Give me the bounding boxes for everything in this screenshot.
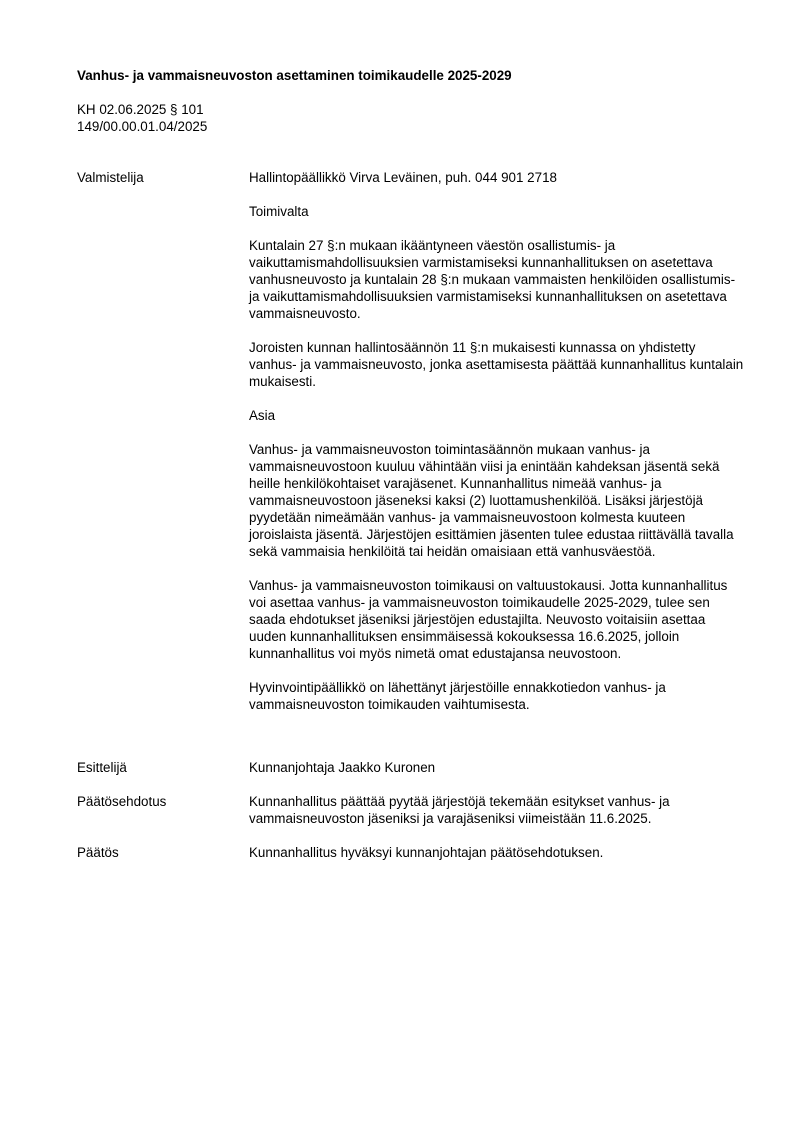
paragraph: Hyvinvointipäällikkö on lähettänyt järjestöille ennakkotiedon vanhus- ja vammaisneuvoston toimikauden vaihtumisesta. [249,680,666,712]
meeting-reference: KH 02.06.2025 § 101 [77,102,204,117]
section-label: Esittelijä [77,760,127,775]
paragraph: Kunnanhallitus hyväksyi kunnanjohtajan päätösehdotuksen. [249,845,604,860]
preparer-line: Hallintopäällikkö Virva Leväinen, puh. 044 901 2718 [249,170,557,185]
subheading-toimivalta: Toimivalta [249,204,309,219]
section-label: Päätös [77,845,119,860]
paragraph: Kunnanjohtaja Jaakko Kuronen [249,760,436,775]
section-content [249,169,744,713]
subheading-asia: Asia [249,408,276,423]
section-content [249,759,744,776]
paragraph: Vanhus- ja vammaisneuvoston toimikausi on valtuustokausi. Jotta kunnanhallitus voi asettaa vanhus- ja vammaisneuvoston toimikaudelle 2025-2029, tulee sen saada ehdotukset jäseniksi järjestöjen edustajilta. Neuvosto voitaisiin asettaa uuden kunnanhallituksen ensimmäisessä kokouksessa 16.6.2025, jolloin kunnanhallitus voi myös nimetä omat edustajansa neuvostoon. [249,578,728,661]
paragraph: Joroisten kunnan hallintosäännön 11 §:n mukaisesti kunnassa on yhdistetty vanhus- ja vammaisneuvosto, jonka asettamisesta päättää kunnanhallitus kuntalain mukaisesti. [249,340,744,389]
section-label: Valmistelija [77,170,144,185]
paragraph: Kunnanhallitus päättää pyytää järjestöjä tekemään esitykset vanhus- ja vammaisneuvoston jäseniksi ja varajäseniksi viimeistään 11.6.2025. [249,794,670,826]
document-title: Vanhus- ja vammaisneuvoston asettaminen toimikaudelle 2025-2029 [77,68,512,83]
paragraph: Vanhus- ja vammaisneuvoston toimintasäännön mukaan vanhus- ja vammaisneuvostoon kuuluu vähintään viisi ja enintään kahdeksan jäsentä sekä heille henkilökohtaiset varajäsenet. Kunnanhallitus nimeää vanhus- ja vammaisneuvostoon jäseneksi kaksi (2) luottamushenkilöä. Lisäksi järjestöjä pyydetään nimeämään vanhus- ja vammaisneuvostoon kolmesta kuuteen joroislaista jäsentä. Järjestöjen esittämien jäsenten tulee edustaa riittävällä tavalla sekä vammaisia henkilöitä tai heidän omaisiaan että vanhusväestöä. [249,442,734,559]
section-content [249,844,744,861]
paragraph: Kuntalain 27 §:n mukaan ikääntyneen väestön osallistumis- ja vaikuttamismahdollisuuksien varmistamiseksi kunnanhallituksen on asetettava vanhusneuvosto ja kuntalain 28 §:n mukaan vammaisten henkilöiden osallistumis- ja vaikuttamismahdollisuuksien varmistamiseksi kunnanhallituksen on asetettava vammaisneuvosto. [249,238,736,321]
document-meta [77,101,207,135]
section-label: Päätösehdotus [77,794,167,809]
case-number: 149/00.00.01.04/2025 [77,119,208,134]
section-content [249,793,744,827]
